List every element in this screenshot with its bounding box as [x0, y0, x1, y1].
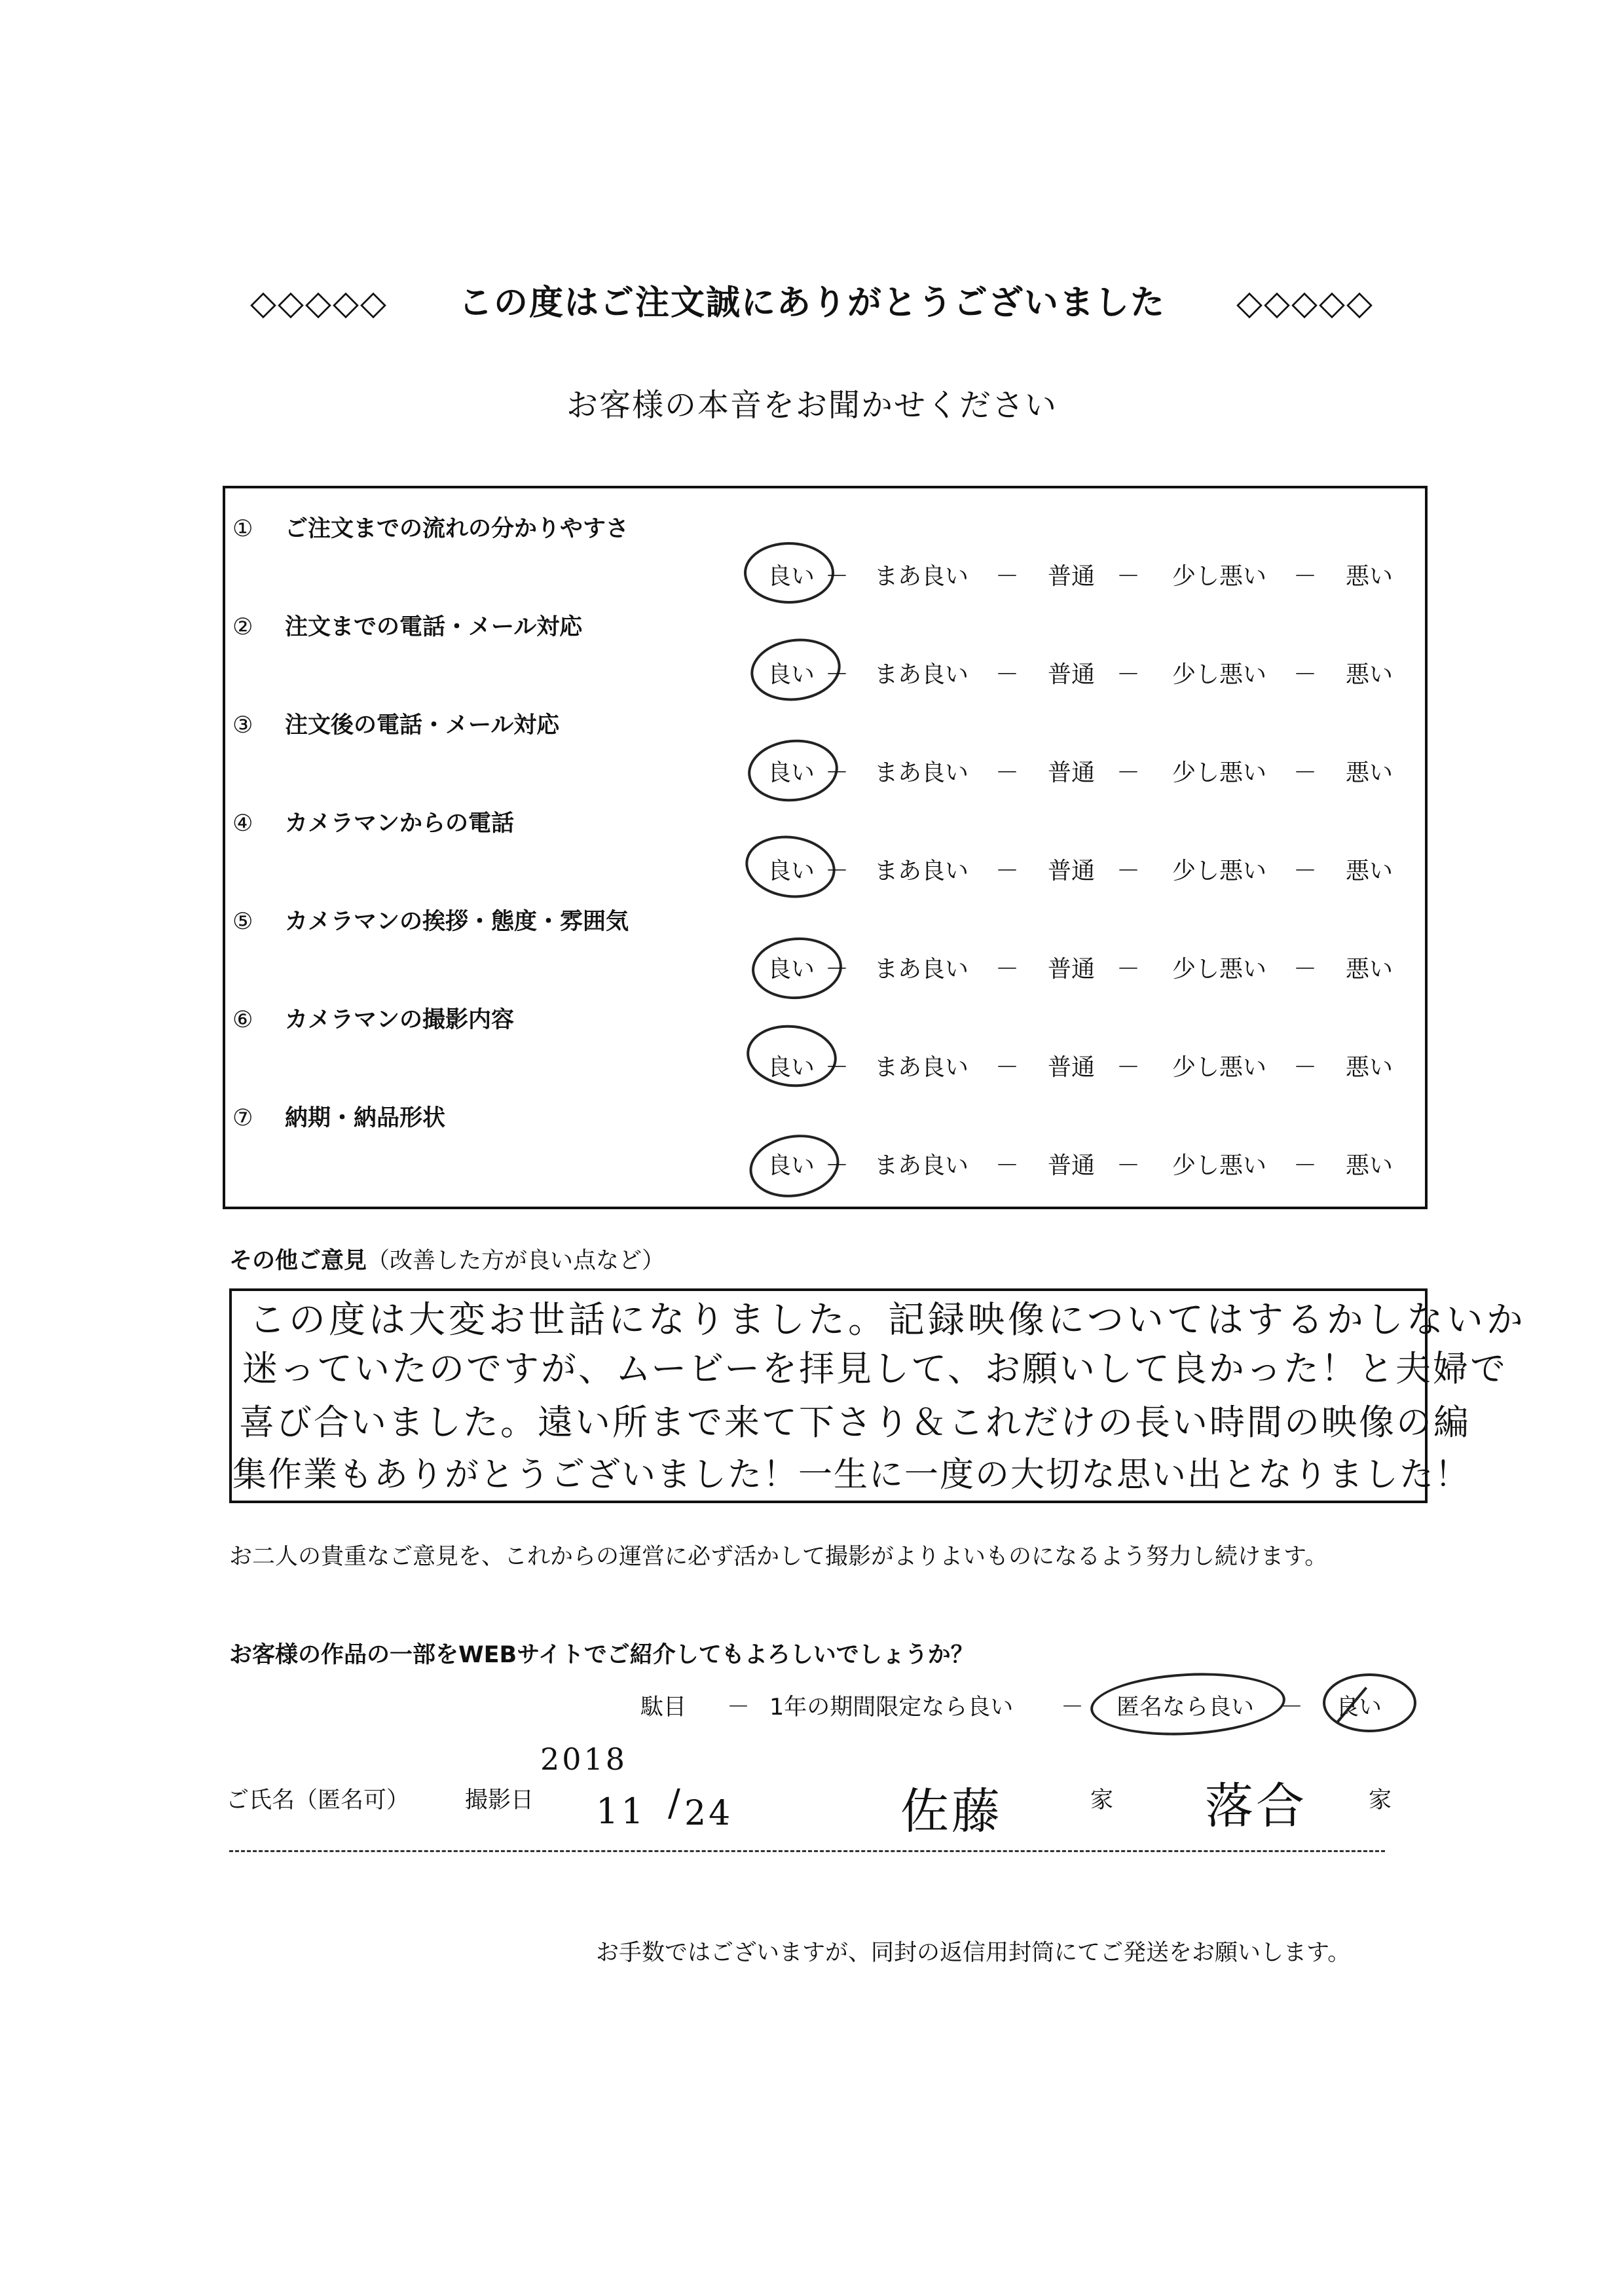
- family-name-1: 佐藤: [900, 1783, 1003, 1840]
- question-number: ③: [232, 712, 253, 738]
- question-number: ⑦: [232, 1105, 253, 1131]
- web-sep-2: －: [1061, 1694, 1084, 1721]
- web-opt-2: 1年の期間限定なら良い: [769, 1694, 1014, 1721]
- question-4-option-5: 悪い: [1346, 858, 1393, 884]
- date-label: 撮影日: [465, 1787, 534, 1813]
- rating-separator: －: [1116, 563, 1141, 590]
- comment-label-bold: その他ご意見: [229, 1248, 367, 1274]
- rating-separator: －: [825, 858, 849, 884]
- question-3-option-2: まあ良い: [874, 759, 969, 786]
- question-7-option-1: 良い: [767, 1152, 815, 1179]
- date-day: 24: [684, 1794, 733, 1833]
- question-1-option-2: まあ良い: [874, 563, 969, 590]
- question-2-option-5: 悪い: [1346, 661, 1393, 688]
- question-1-option-4: 少し悪い: [1172, 563, 1267, 590]
- rating-separator: －: [995, 1054, 1020, 1081]
- question-number: ⑤: [232, 909, 253, 935]
- rating-separator: －: [825, 1054, 849, 1081]
- rating-separator: －: [1116, 858, 1141, 884]
- rating-separator: －: [1116, 661, 1141, 688]
- question-7-label: [232, 1100, 445, 1133]
- question-5-option-4: 少し悪い: [1172, 956, 1267, 983]
- question-4-option-1: 良い: [767, 858, 815, 884]
- comment-line-1: この度は大変お世話になりました。記録映像についてはするかしないか: [249, 1299, 1526, 1341]
- web-opt-4: 良い: [1336, 1694, 1382, 1721]
- question-1-option-5: 悪い: [1346, 563, 1393, 590]
- question-3-option-4: 少し悪い: [1172, 759, 1267, 786]
- question-3-option-1: 良い: [767, 759, 815, 786]
- date-month: 11: [596, 1791, 646, 1832]
- comment-line-3: 喜び合いました。遠い所まで来て下さり＆これだけの長い時間の映像の編: [239, 1402, 1471, 1443]
- rating-separator: －: [825, 563, 849, 590]
- question-5-label: [232, 903, 629, 936]
- question-2-option-4: 少し悪い: [1172, 661, 1267, 688]
- question-4-option-4: 少し悪い: [1172, 858, 1267, 884]
- comment-line-2: 迷っていたのですが、ムービーを拝見して、お願いして良かった！と夫婦で: [242, 1348, 1508, 1389]
- web-sep-1: －: [727, 1694, 750, 1721]
- name-label: ご氏名（匿名可）: [226, 1787, 410, 1813]
- question-6-option-1: 良い: [767, 1054, 815, 1081]
- question-1-option-3: 普通: [1048, 563, 1096, 590]
- rating-separator: －: [995, 661, 1020, 688]
- question-4-option-3: 普通: [1048, 858, 1096, 884]
- question-5-option-5: 悪い: [1346, 956, 1393, 983]
- date-year: 2018: [540, 1741, 628, 1777]
- rating-separator: －: [1293, 661, 1318, 688]
- rating-separator: －: [1293, 1054, 1318, 1081]
- comment-label: [229, 1243, 665, 1275]
- thanks-note: お二人の貴重なご意見を、これからの運営に必ず活かして撮影がよりよいものになるよう努力し続けます。: [229, 1544, 1328, 1570]
- question-7-option-5: 悪い: [1346, 1152, 1393, 1179]
- web-sep-3: －: [1280, 1694, 1304, 1721]
- question-1-selected-circle: [744, 542, 834, 604]
- question-7-option-3: 普通: [1048, 1152, 1096, 1179]
- question-3-option-5: 悪い: [1346, 759, 1393, 786]
- comment-label-note: （改善した方が良い点など）: [367, 1248, 665, 1274]
- date-slash: /: [668, 1782, 683, 1825]
- question-text: 注文までの電話・メール対応: [285, 614, 583, 640]
- rating-separator: －: [995, 1152, 1020, 1179]
- web-consent-question: お客様の作品の一部をWEBサイトでご紹介してもよろしいでしょうか？: [229, 1642, 974, 1668]
- question-2-option-1: 良い: [767, 661, 815, 688]
- question-2-option-2: まあ良い: [874, 661, 969, 688]
- question-text: カメラマンの撮影内容: [285, 1007, 515, 1033]
- question-6-option-4: 少し悪い: [1172, 1054, 1267, 1081]
- rating-separator: －: [825, 759, 849, 786]
- question-5-option-3: 普通: [1048, 956, 1096, 983]
- rating-separator: －: [1293, 759, 1318, 786]
- signature-dashed-line: [229, 1850, 1385, 1852]
- question-2-label: [232, 609, 582, 642]
- rating-separator: －: [1116, 1054, 1141, 1081]
- question-6-label: [232, 1002, 514, 1034]
- rating-separator: －: [825, 661, 849, 688]
- page-subtitle: お客様の本音をお聞かせください: [566, 387, 1058, 424]
- web-opt-1: 駄目: [640, 1694, 687, 1721]
- question-text: カメラマンからの電話: [285, 811, 515, 837]
- rating-separator: －: [1293, 858, 1318, 884]
- question-3-label: [232, 707, 559, 740]
- rating-separator: －: [995, 759, 1020, 786]
- rating-separator: －: [1293, 956, 1318, 983]
- family-suffix-1: 家: [1090, 1787, 1114, 1813]
- rating-separator: －: [1116, 956, 1141, 983]
- question-6-option-5: 悪い: [1346, 1054, 1393, 1081]
- comment-line-4: 集作業もありがとうございました！一生に一度の大切な思い出となりました！: [232, 1455, 1471, 1495]
- question-3-option-3: 普通: [1048, 759, 1096, 786]
- question-1-label: [232, 511, 629, 543]
- question-4-option-2: まあ良い: [874, 858, 969, 884]
- web-opt-3: 匿名なら良い: [1116, 1694, 1255, 1721]
- rating-separator: －: [825, 956, 849, 983]
- question-5-option-1: 良い: [767, 956, 815, 983]
- question-number: ①: [232, 516, 253, 542]
- rating-separator: －: [1116, 1152, 1141, 1179]
- question-6-option-3: 普通: [1048, 1054, 1096, 1081]
- page-title: ◇◇◇◇◇ この度はご注文誠にありがとうございました ◇◇◇◇◇: [250, 283, 1374, 323]
- rating-separator: －: [825, 1152, 849, 1179]
- family-suffix-2: 家: [1369, 1787, 1392, 1813]
- rating-separator: －: [995, 563, 1020, 590]
- rating-separator: －: [995, 956, 1020, 983]
- question-text: 注文後の電話・メール対応: [285, 712, 560, 738]
- footer-note: お手数ではございますが、同封の返信用封筒にてご発送をお願いします。: [596, 1940, 1351, 1966]
- question-number: ②: [232, 614, 253, 640]
- question-7-option-2: まあ良い: [874, 1152, 969, 1179]
- question-2-option-3: 普通: [1048, 661, 1096, 688]
- question-text: ご注文までの流れの分かりやすさ: [285, 516, 629, 542]
- family-name-2: 落合: [1205, 1778, 1307, 1834]
- question-1-option-1: 良い: [767, 563, 815, 590]
- question-6-option-2: まあ良い: [874, 1054, 969, 1081]
- rating-separator: －: [995, 858, 1020, 884]
- question-number: ⑥: [232, 1007, 253, 1033]
- question-text: 納期・納品形状: [285, 1105, 446, 1131]
- question-number: ④: [232, 811, 253, 837]
- rating-separator: －: [1293, 563, 1318, 590]
- question-4-label: [232, 805, 514, 838]
- question-7-option-4: 少し悪い: [1172, 1152, 1267, 1179]
- rating-separator: －: [1116, 759, 1141, 786]
- question-5-option-2: まあ良い: [874, 956, 969, 983]
- question-text: カメラマンの挨拶・態度・雰囲気: [285, 909, 629, 935]
- rating-separator: －: [1293, 1152, 1318, 1179]
